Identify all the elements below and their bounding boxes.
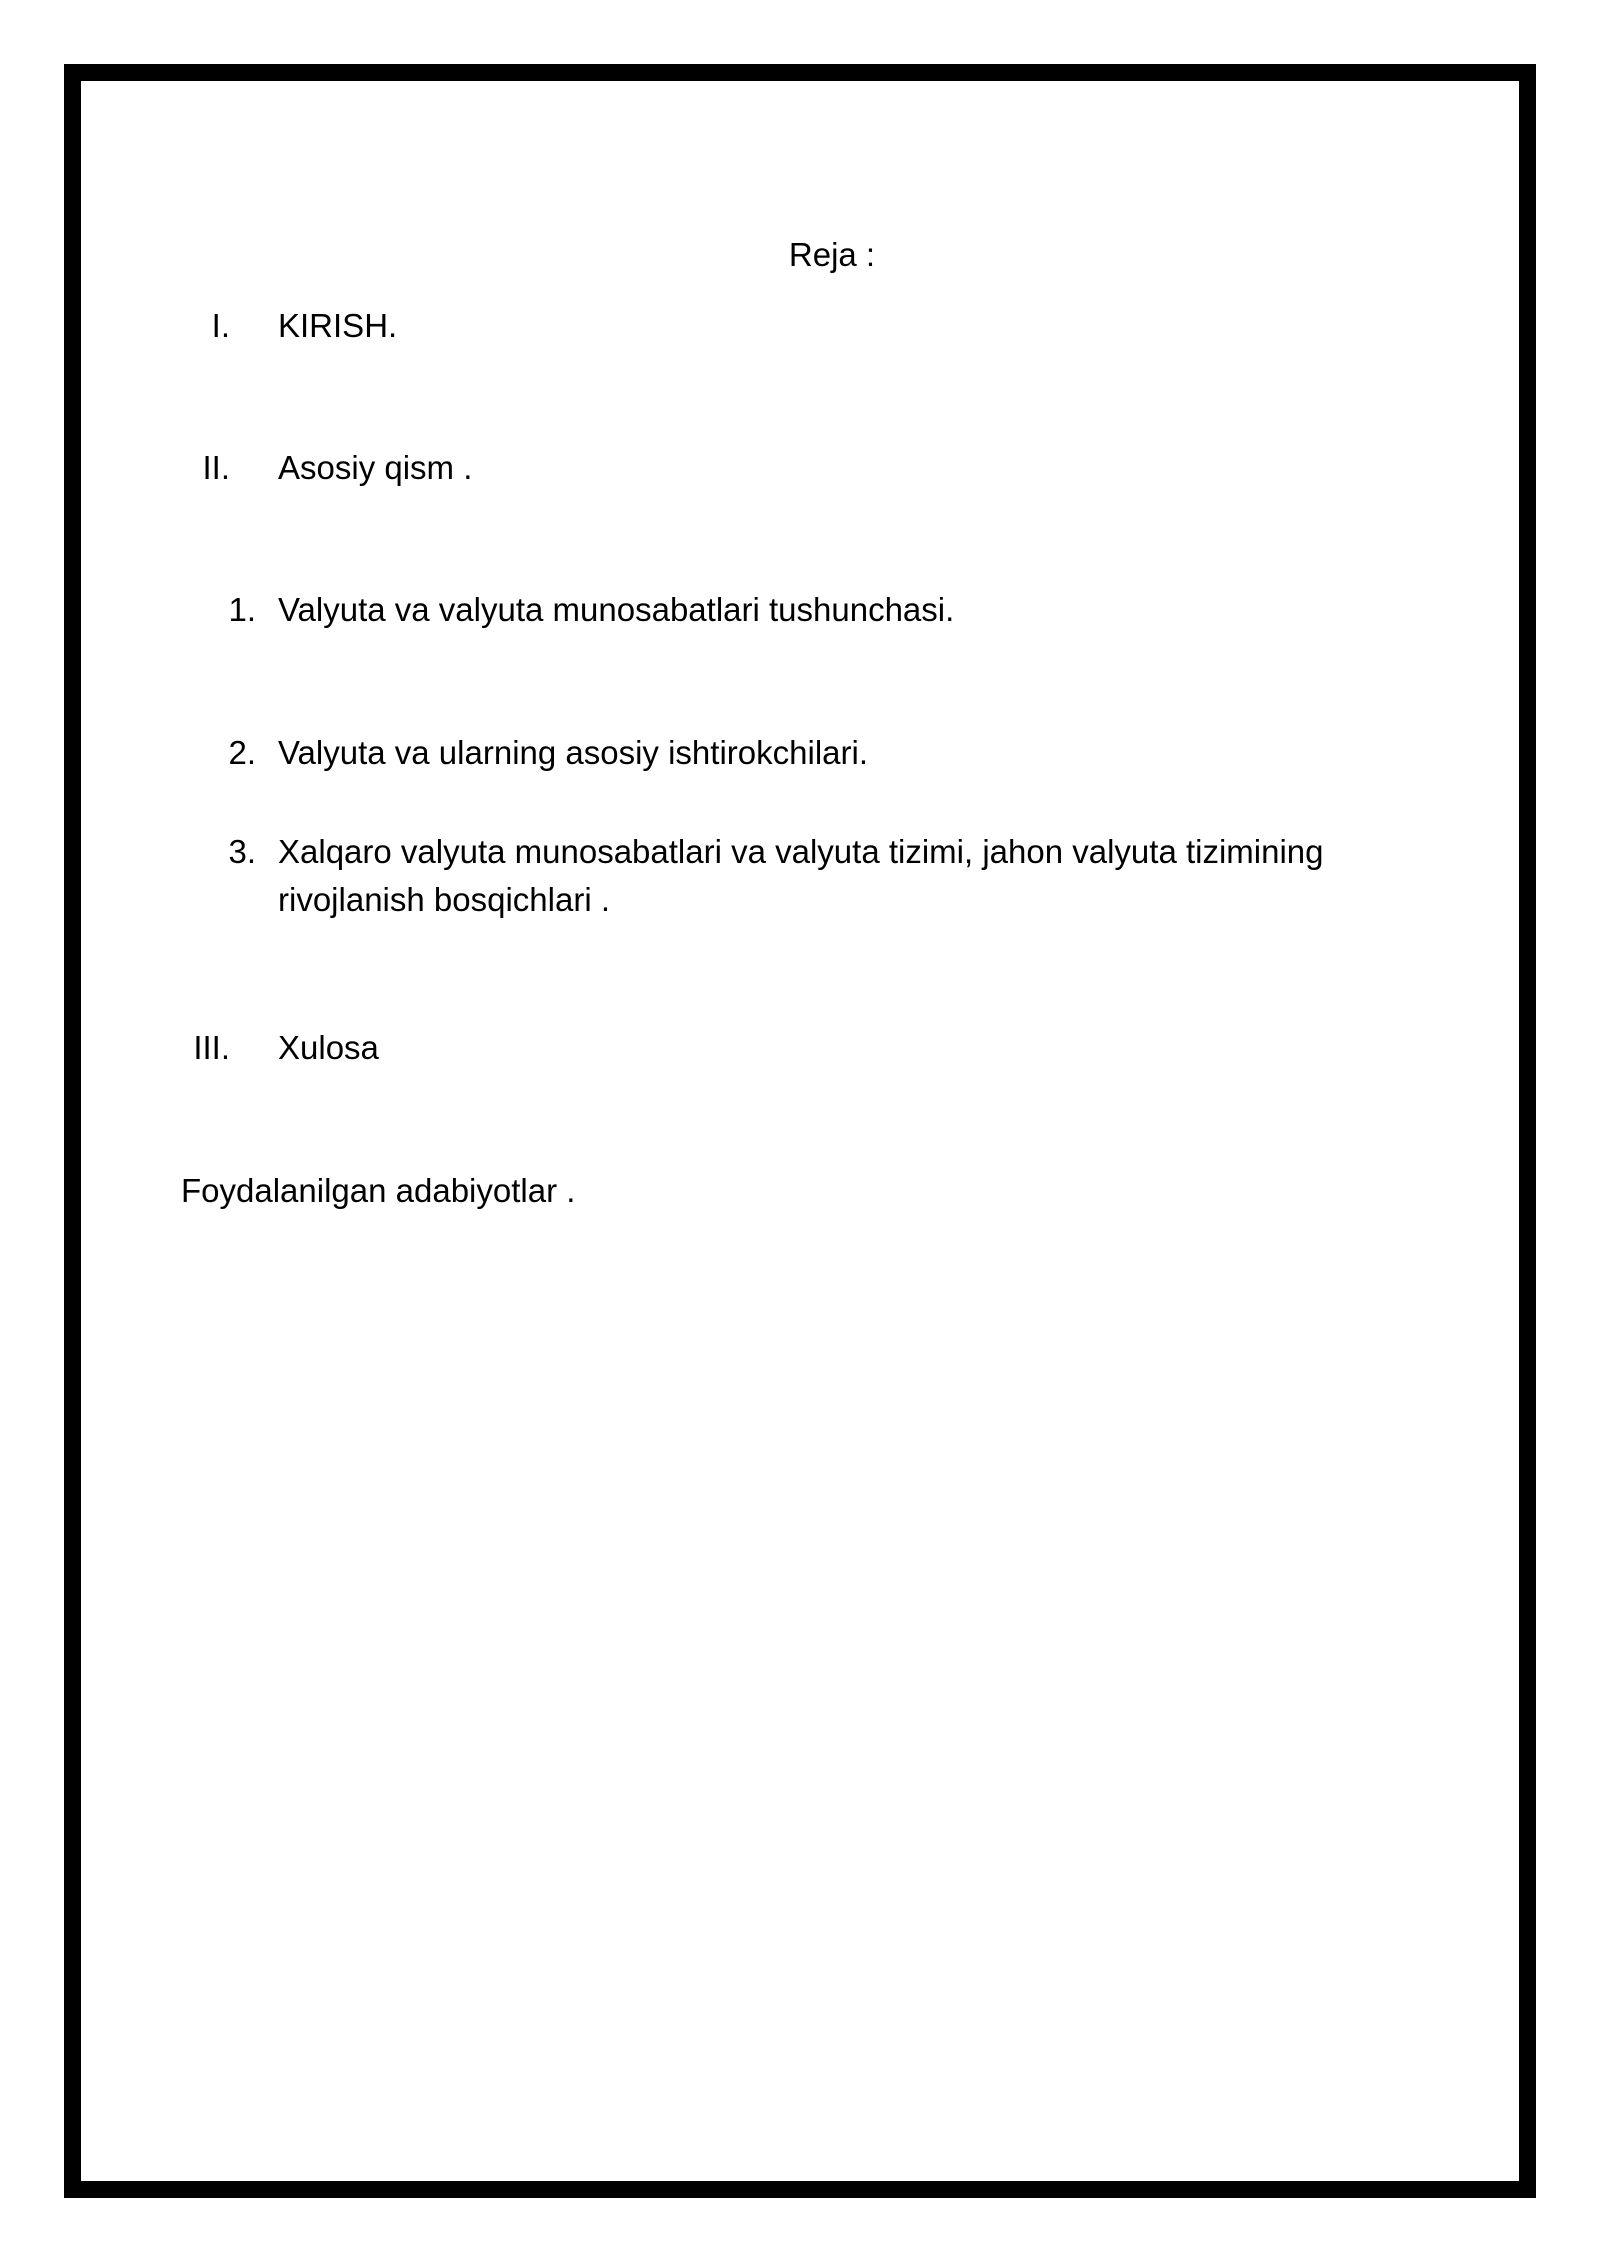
subitem-marker-2: 2. bbox=[228, 734, 256, 771]
subitem-marker-1: 1. bbox=[228, 591, 256, 628]
subitem-text-2: Valyuta va ularning asosiy ishtirokchilari. bbox=[278, 734, 868, 771]
section-marker-1: I. bbox=[211, 307, 230, 344]
references-line: Foydalanilgan adabiyotlar . bbox=[181, 1172, 576, 1209]
section-text-2: Asosiy qism . bbox=[278, 449, 473, 486]
subitem-text-1: Valyuta va valyuta munosabatlari tushunchasi. bbox=[278, 591, 955, 628]
plan-title: Reja : bbox=[788, 236, 876, 273]
section-text-1: KIRISH. bbox=[278, 307, 398, 344]
subitem-marker-3: 3. bbox=[228, 833, 256, 870]
page-border bbox=[64, 64, 1536, 2198]
section-marker-2: II. bbox=[202, 449, 230, 486]
subitem-text-3: Xalqaro valyuta munosabatlari va valyuta tizimi, jahon valyuta tizimining rivojlanish bosqichlari . bbox=[278, 833, 1324, 918]
section-marker-3: III. bbox=[193, 1029, 230, 1066]
section-text-3: Xulosa bbox=[278, 1029, 379, 1066]
